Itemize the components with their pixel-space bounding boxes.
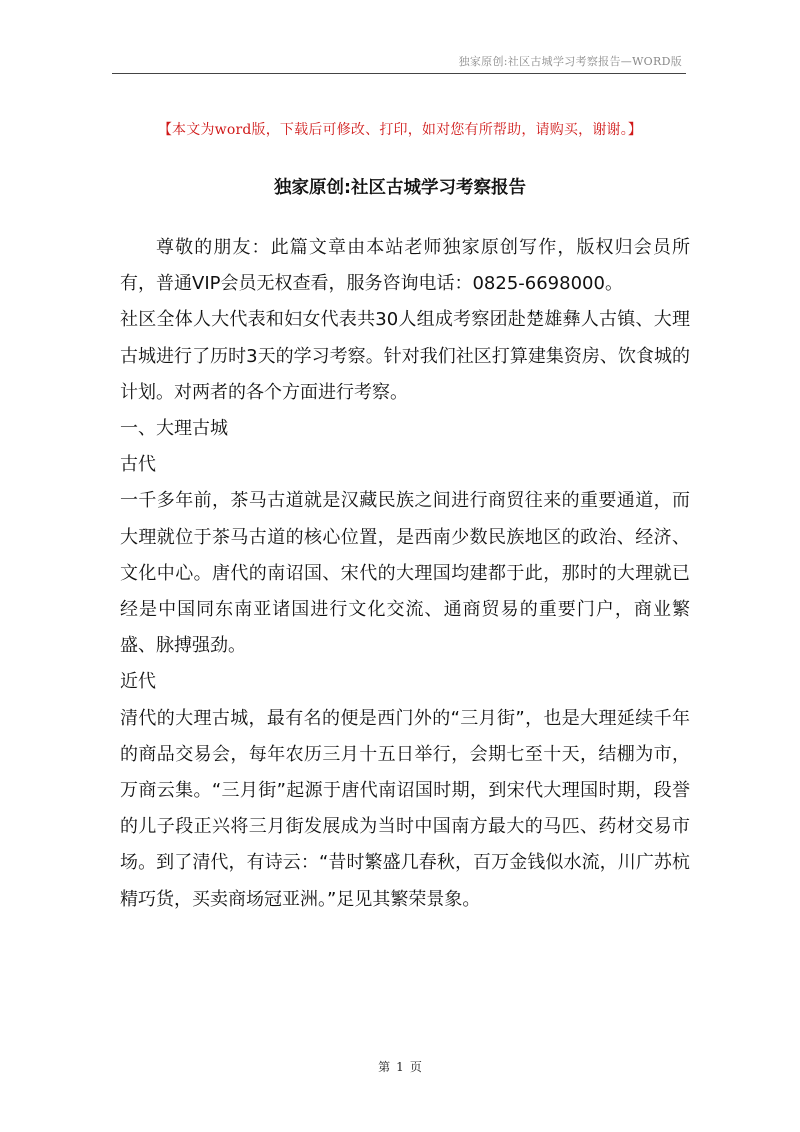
page-footer (0, 1058, 800, 1075)
section-heading: 一、大理古城 (120, 418, 228, 440)
footer-prefix: 第 (378, 1060, 391, 1074)
document-body (120, 230, 690, 918)
page-number: 1 (396, 1060, 404, 1074)
paragraph-intro: 社区全体人大代表和妇女代表共30人组成考察团赴楚雄彝人古镇、大理古城进行了历时3天的学习考察。针对我们社区打算建集资房、饮食城的计划。对两者的各个方面进行考察。 (120, 309, 690, 403)
footer-suffix: 页 (409, 1060, 422, 1074)
document-title: 独家原创:社区古城学习考察报告 (274, 178, 526, 198)
paragraph-ancient: 一千多年前，茶马古道就是汉藏民族之间进行商贸往来的重要通道，而大理就位于茶马古道的核心位置，是西南少数民族地区的政治、经济、文化中心。唐代的南诏国、宋代的大理国均建都于此，那时的大理就已经是中国同东南亚诸国进行文化交流、通商贸易的重要门户，商业繁盛、脉搏强劲。 (120, 490, 690, 657)
subheading-ancient: 古代 (120, 454, 156, 476)
running-header: 独家原创:社区古城学习考察报告—WORD版 (458, 55, 682, 68)
paragraph-copyright: 尊敬的朋友：此篇文章由本站老师独家原创写作，版权归会员所有，普通VIP会员无权查看，服务咨询电话：0825-6698000。 (120, 237, 690, 295)
header-rule (112, 73, 686, 74)
paragraph-modern: 清代的大理古城，最有名的便是西门外的“三月街”，也是大理延续千年的商品交易会，每年农历三月十五日举行，会期七至十天，结棚为市，万商云集。“三月街”起源于唐代南诏国时期，到宋代大理国时期，段誉的儿子段正兴将三月街发展成为当时中国南方最大的马匹、药材交易市场。到了清代，有诗云：“昔时繁盛几春秋，百万金钱似水流，川广苏杭精巧货，买卖商场冠亚洲。”足见其繁荣景象。 (120, 707, 690, 910)
download-notice: 【本文为word版，下载后可修改、打印，如对您有所帮助，请购买，谢谢。】 (157, 122, 643, 138)
subheading-modern: 近代 (120, 671, 156, 693)
